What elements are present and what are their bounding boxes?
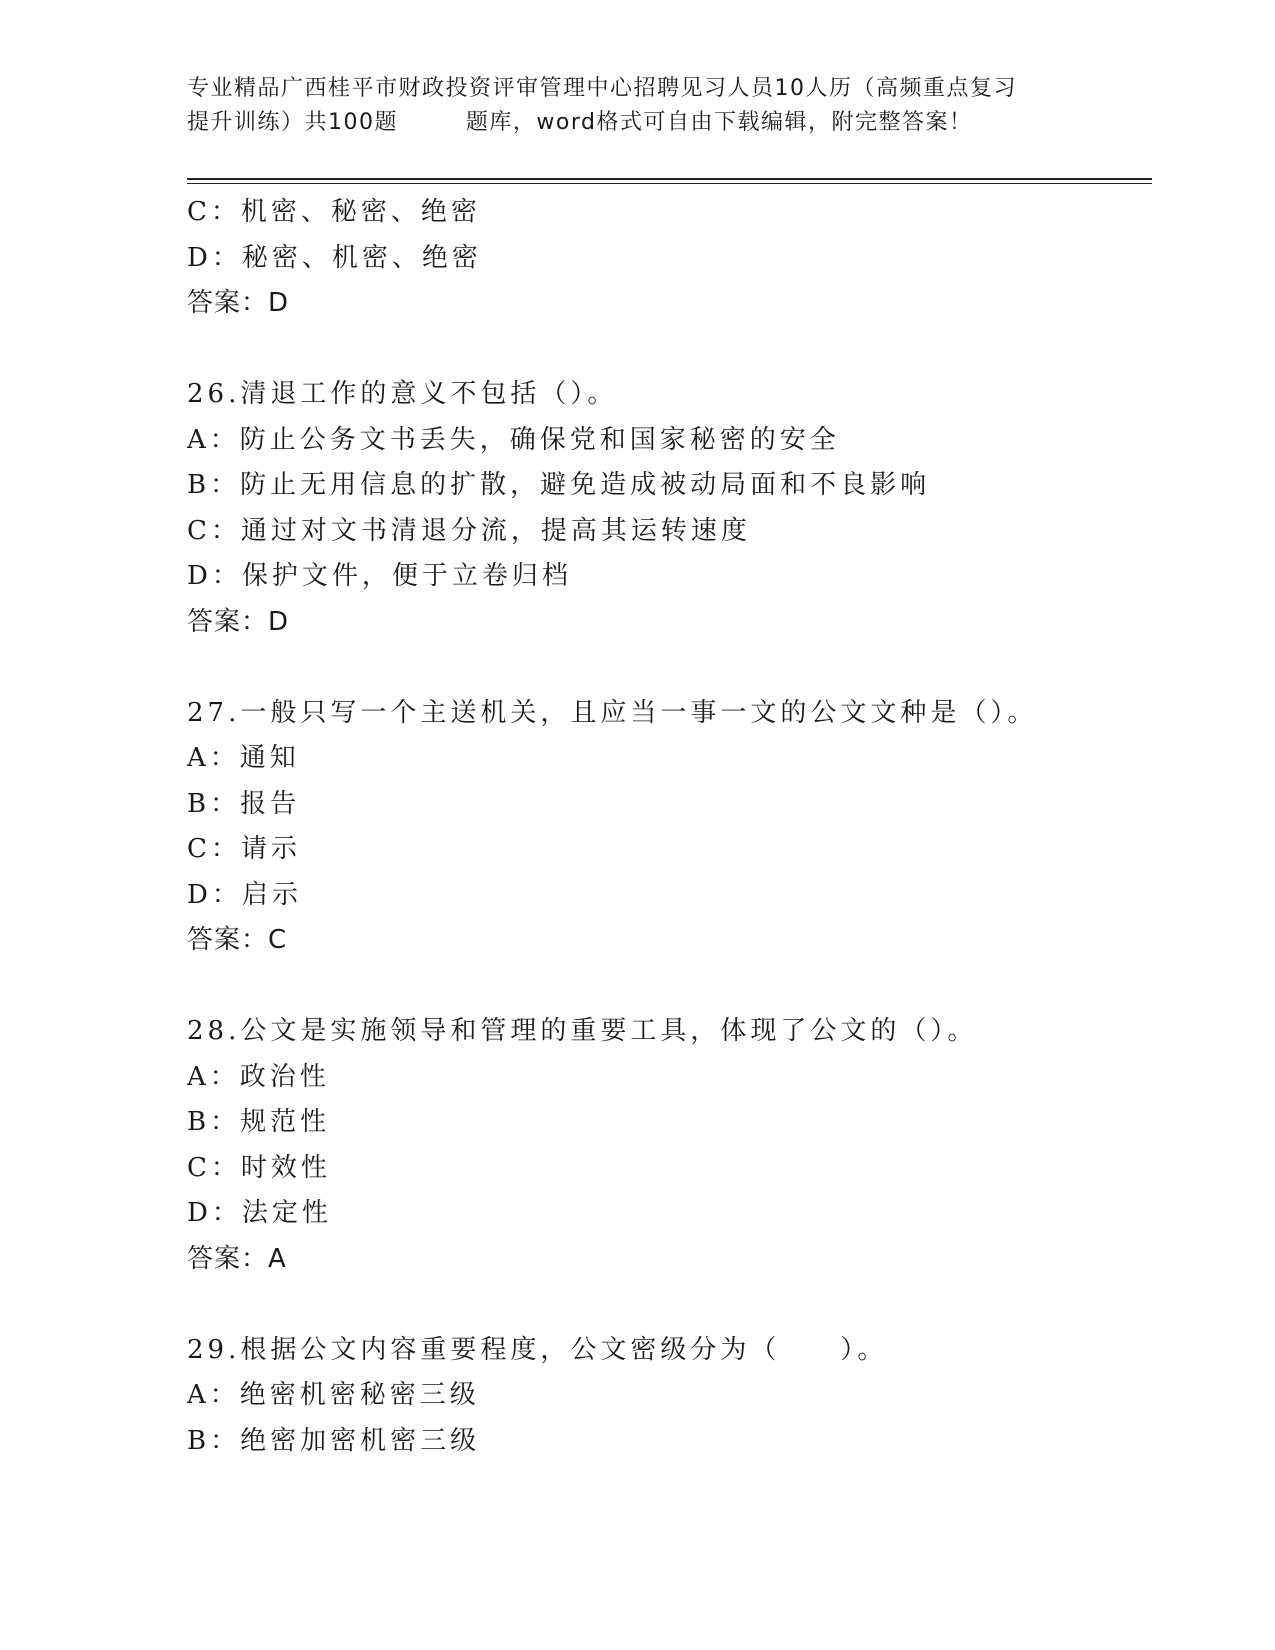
option-b: B：报告 bbox=[187, 788, 301, 819]
answer: 答案：A bbox=[187, 1243, 287, 1274]
header-line-2: 提升训练）共100题 题库，word格式可自由下载编辑，附完整答案！ bbox=[187, 110, 973, 135]
option-b: B：防止无用信息的扩散，避免造成被动局面和不良影响 bbox=[187, 470, 931, 500]
option-c: C：机密、秘密、绝密 bbox=[187, 197, 481, 227]
option-a: A：政治性 bbox=[187, 1061, 330, 1092]
question-stem: 26.清退工作的意义不包括（）。 bbox=[187, 379, 618, 409]
option-d: D：启示 bbox=[187, 879, 302, 910]
option-c: C：时效性 bbox=[187, 1152, 331, 1183]
option-c: C：请示 bbox=[187, 834, 301, 864]
header-rule-thin bbox=[187, 183, 1152, 184]
question-stem: 27.一般只写一个主送机关，且应当一事一文的公文文种是（）。 bbox=[187, 697, 1038, 728]
option-a: A：通知 bbox=[187, 743, 300, 773]
option-b: B：规范性 bbox=[187, 1107, 331, 1137]
question-stem: 28.公文是实施领导和管理的重要工具，体现了公文的（）。 bbox=[187, 1016, 978, 1046]
document-header bbox=[187, 72, 1067, 140]
spacer bbox=[187, 964, 1152, 1010]
spacer bbox=[187, 327, 1152, 373]
answer: 答案：C bbox=[187, 925, 288, 955]
answer: 答案：D bbox=[187, 606, 290, 637]
answer: 答案：D bbox=[187, 288, 290, 318]
option-d: D：保护文件，便于立卷归档 bbox=[187, 561, 572, 591]
option-d: D：秘密、机密、绝密 bbox=[187, 242, 482, 273]
spacer bbox=[187, 1282, 1152, 1328]
option-b: B：绝密加密机密三级 bbox=[187, 1425, 481, 1456]
option-c: C：通过对文书清退分流，提高其运转速度 bbox=[187, 515, 751, 546]
option-a: A：防止公务文书丢失，确保党和国家秘密的安全 bbox=[187, 424, 840, 455]
option-a: A：绝密机密秘密三级 bbox=[187, 1380, 480, 1410]
header-rule-thick bbox=[187, 178, 1152, 180]
spacer bbox=[187, 645, 1152, 691]
header-line-1: 专业精品广西桂平市财政投资评审管理中心招聘见习人员10人历（高频重点复习 bbox=[187, 76, 1017, 101]
option-d: D：法定性 bbox=[187, 1198, 332, 1228]
question-list bbox=[187, 190, 1152, 1464]
question-stem: 29.根据公文内容重要程度，公文密级分为（ ）。 bbox=[187, 1334, 888, 1365]
